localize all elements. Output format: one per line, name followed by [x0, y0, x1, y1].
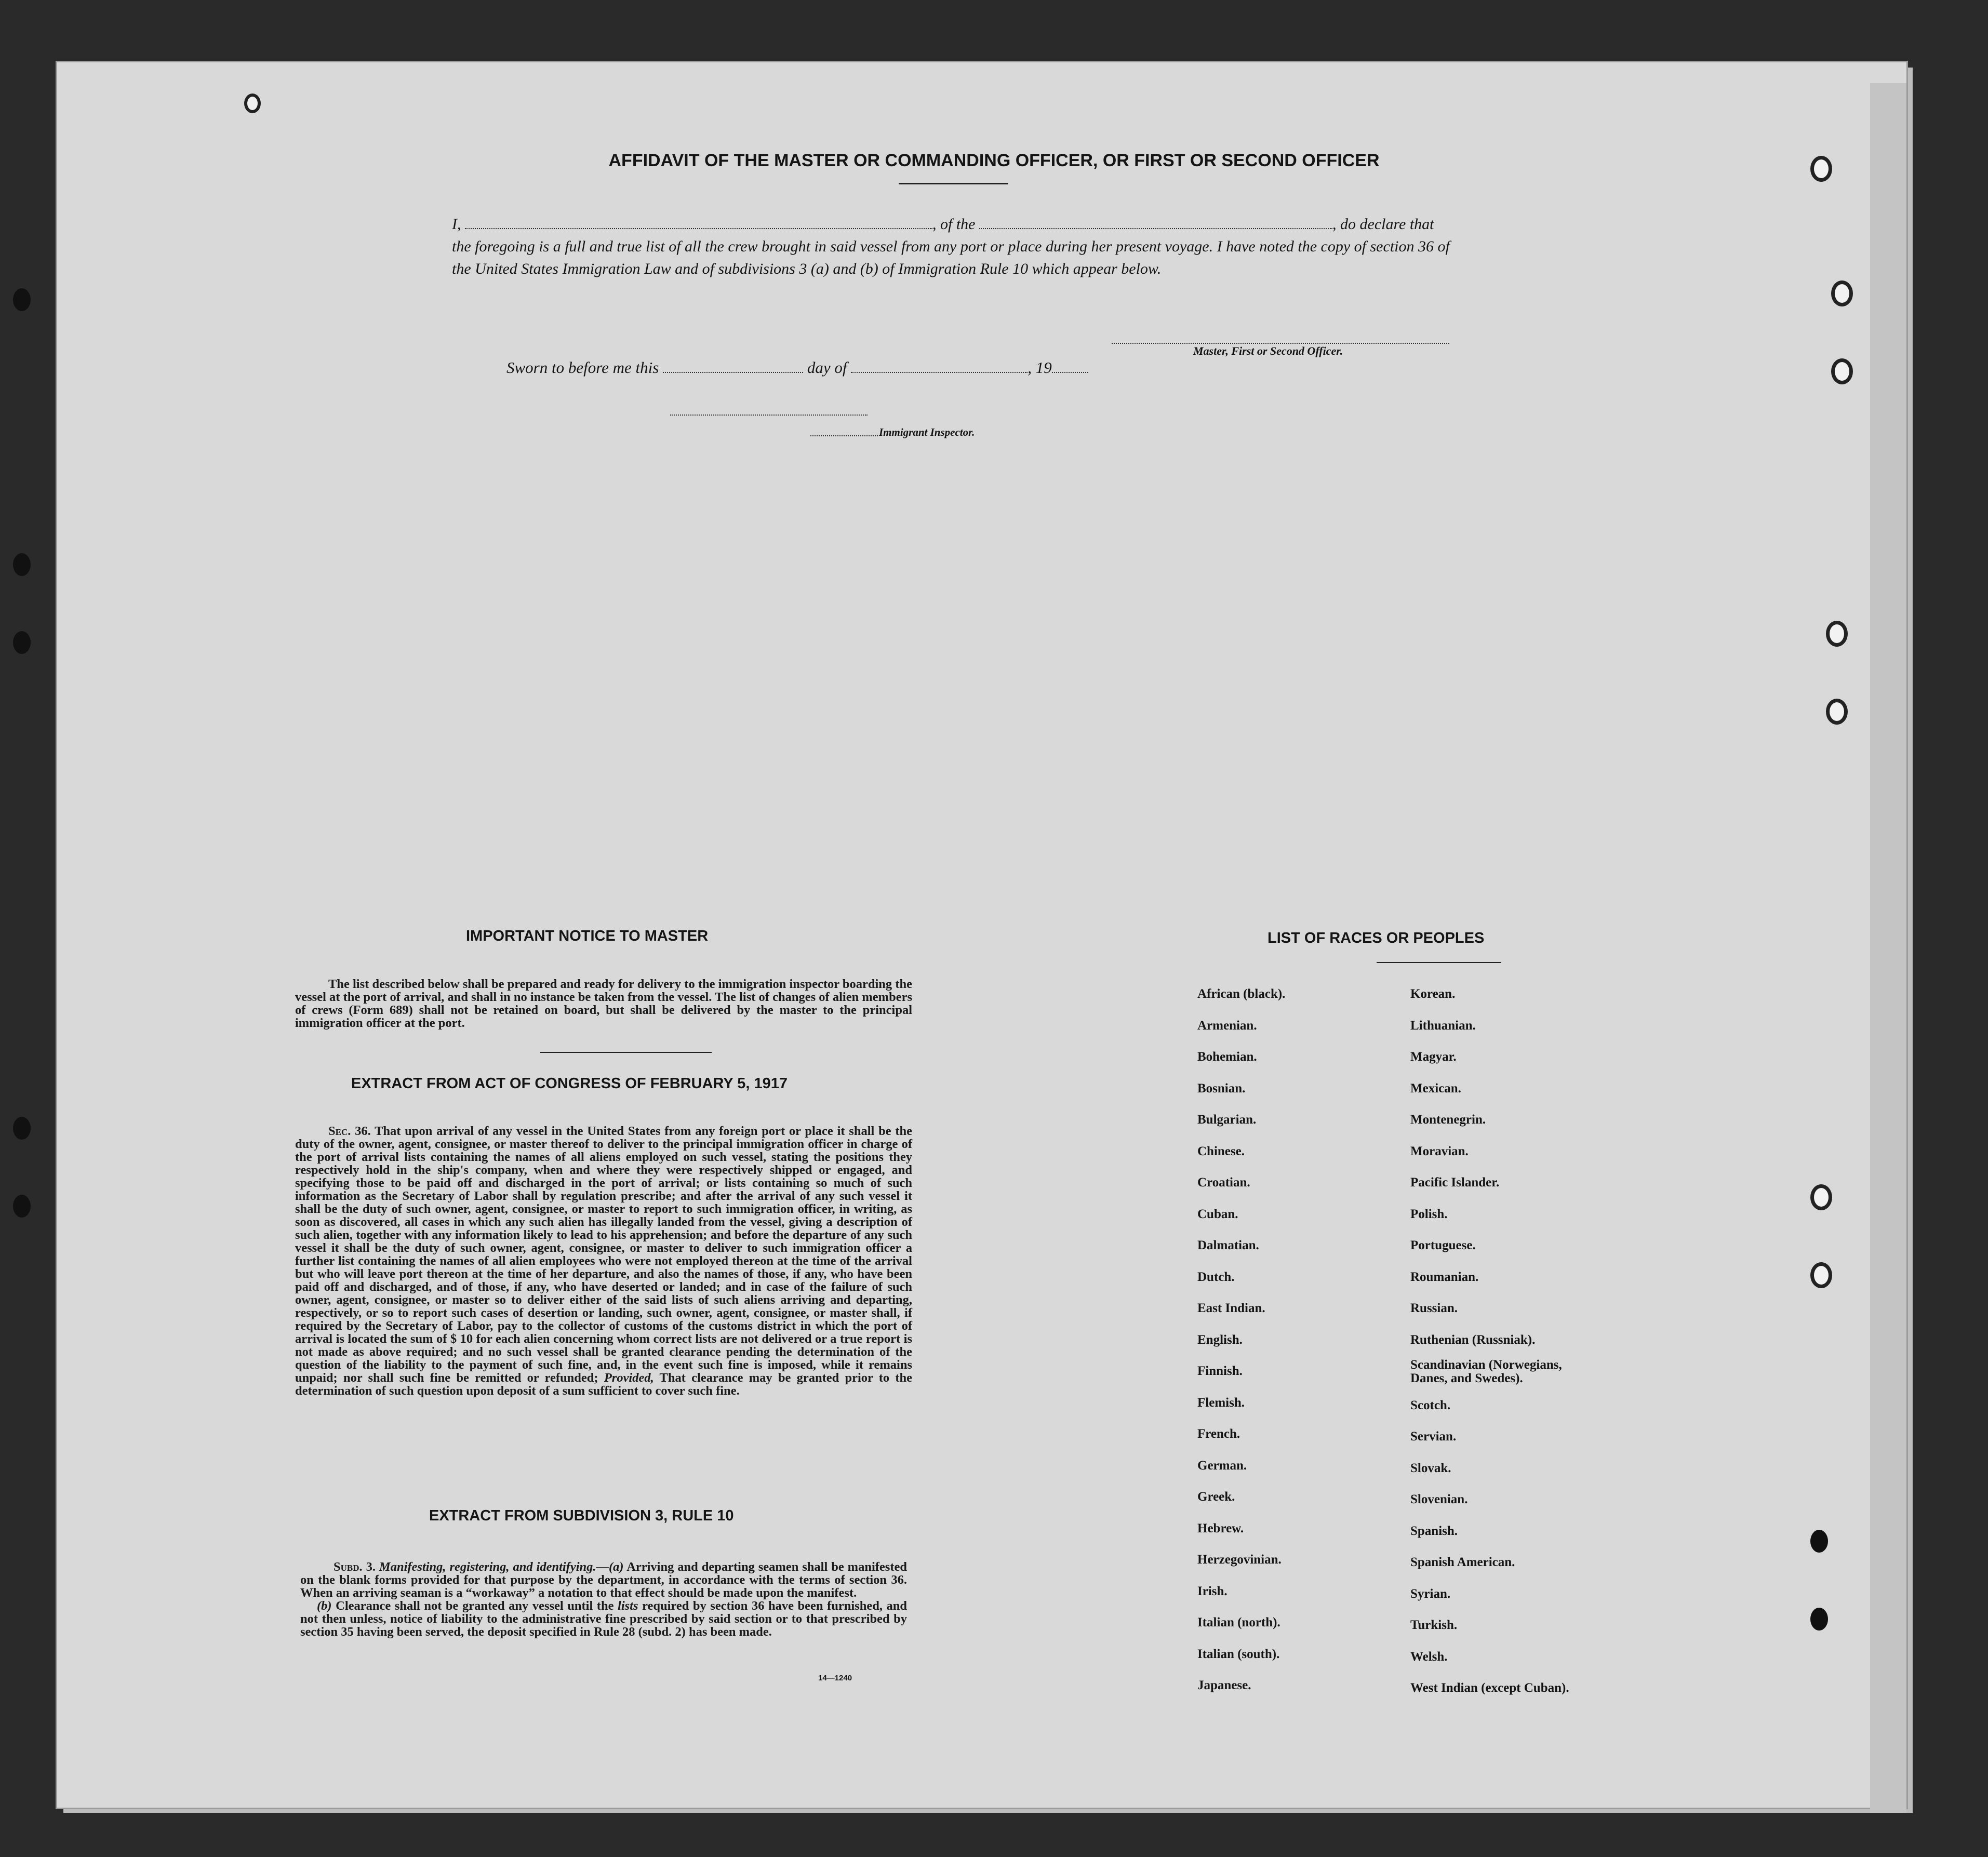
notice-text: The list described below shall be prepared and ready for delivery to the immigration inspector boarding the vessel at the port of arrival, and shall in no instance be taken from the vessel. The list of changes of alien members of crews (Form 689) shall not be retained on board, but shall be delivered by the master to the principal immigration officer at the port.: [295, 977, 912, 1030]
sworn-month-field[interactable]: [851, 358, 1028, 373]
race-item: German.: [1197, 1458, 1247, 1473]
inspector-label: Immigrant Inspector.: [879, 426, 975, 438]
race-item: East Indian.: [1197, 1301, 1265, 1315]
affidavit-title: AFFIDAVIT OF THE MASTER OR COMMANDING OFFICER, OR FIRST OR SECOND OFFICER: [608, 151, 1380, 170]
inspector-signature-field[interactable]: [670, 406, 868, 416]
race-item: Montenegrin.: [1410, 1113, 1486, 1127]
vessel-name-field[interactable]: [979, 215, 1332, 229]
race-item: Bulgarian.: [1197, 1113, 1257, 1127]
binder-hole-icon: [13, 1117, 31, 1140]
signature-label: Master, First or Second Officer.: [1193, 344, 1343, 357]
race-item: Dalmatian.: [1197, 1238, 1259, 1252]
race-item: Scandinavian (Norwegians, Danes, and Swedes).: [1410, 1358, 1562, 1385]
binder-hole-icon: [1810, 1530, 1828, 1553]
race-item: Welsh.: [1410, 1649, 1448, 1664]
race-item: Finnish.: [1197, 1364, 1243, 1378]
race-item: Slovak.: [1410, 1461, 1451, 1475]
race-item: Spanish American.: [1410, 1555, 1515, 1569]
race-item: Turkish.: [1410, 1618, 1458, 1632]
sworn-day-field[interactable]: [663, 358, 803, 373]
race-item: Russian.: [1410, 1301, 1458, 1315]
race-item: Armenian.: [1197, 1018, 1257, 1033]
race-item: Chinese.: [1197, 1144, 1245, 1158]
notice-title: IMPORTANT NOTICE TO MASTER: [466, 928, 709, 944]
race-item: West Indian (except Cuban).: [1410, 1681, 1569, 1695]
race-item: Cuban.: [1197, 1207, 1238, 1221]
race-item: Pacific Islander.: [1410, 1175, 1500, 1190]
race-item: Croatian.: [1197, 1175, 1250, 1190]
binder-hole-icon: [1831, 280, 1853, 306]
binder-hole-icon: [1831, 358, 1853, 384]
act-extract-title: EXTRACT FROM ACT OF CONGRESS OF FEBRUARY 5, 1917: [351, 1075, 788, 1092]
binder-hole-icon: [13, 288, 31, 311]
of-the-label: , of the: [932, 216, 976, 233]
races-column-1: [1197, 979, 1285, 1702]
subd-b-label: (b): [317, 1599, 332, 1613]
sec-label: Sec. 36.: [328, 1124, 371, 1138]
page-edge: [1870, 83, 1906, 1813]
inspector-signature-field[interactable]: [810, 427, 878, 436]
sworn-line: [506, 358, 1088, 377]
race-item: French.: [1197, 1427, 1240, 1441]
binder-hole-icon: [1826, 699, 1848, 725]
binder-hole-icon: [1810, 1608, 1828, 1631]
i-label: I,: [452, 216, 461, 233]
binder-hole-icon: [13, 1195, 31, 1218]
race-item: Herzegovinian.: [1197, 1553, 1282, 1567]
provided-label: Provided,: [604, 1371, 654, 1385]
race-item: Japanese.: [1197, 1678, 1251, 1692]
race-item: Portuguese.: [1410, 1238, 1476, 1252]
race-item: Bohemian.: [1197, 1050, 1257, 1064]
race-item: Syrian.: [1410, 1586, 1451, 1601]
binder-hole-icon: [13, 553, 31, 576]
rule-extract-title: EXTRACT FROM SUBDIVISION 3, RULE 10: [429, 1507, 734, 1524]
master-signature-field[interactable]: [1112, 332, 1449, 344]
rule-extract-text: Subd. 3. Manifesting, registering, and identifying.—(a) Arriving and departing seamen shall be manifested on the blank forms provided for that purpose by the department, in accordance with the terms of section 36. When an arriving seaman is a “workaway” a notation to that effect should be made upon the manifest. (b) Clearance shall not be granted any vessel until the lists required by section 36 have been furnished, and not then unless, notice of liability to the administrative fine prescribed by said section or to that prescribed by section 35 having been served, the deposit specified in Rule 28 (subd. 2) has been made.: [300, 1560, 908, 1639]
officer-name-field[interactable]: [465, 215, 932, 229]
binder-hole-icon: [1810, 1184, 1832, 1210]
year-label: , 19: [1028, 358, 1052, 377]
race-item: Korean.: [1410, 987, 1456, 1001]
subd-heading: Manifesting, registering, and identifying.—(a): [379, 1560, 624, 1574]
race-item: Ruthenian (Russniak).: [1410, 1332, 1536, 1347]
race-item: African (black).: [1197, 987, 1286, 1001]
day-of-label: day of: [807, 358, 847, 377]
declare-label: , do declare: [1332, 216, 1406, 233]
race-item: Magyar.: [1410, 1050, 1457, 1064]
race-item: Scotch.: [1410, 1398, 1451, 1412]
race-item: Servian.: [1410, 1430, 1457, 1444]
sworn-label: Sworn to before me this: [506, 358, 659, 377]
sworn-year-field[interactable]: [1052, 358, 1088, 373]
binder-hole-icon: [1810, 1262, 1832, 1288]
race-item: English.: [1197, 1332, 1243, 1347]
act-extract-text: Sec. 36. That upon arrival of any vessel in the United States from any foreign port or place it shall be the duty of the owner, agent, consignee, or master thereof to deliver to the principal immigration officer in charge of the port of arrival lists containing the names of all aliens employed on such vessel, stating the positions they respectively hold in the ship's company, when and where they were respectively shipped or engaged, and specifying those to be paid off and discharged in the port of arrival; or lists containing so much of such information as the Secretary of Labor shall by regulation prescribe; and after the arrival of any such vessel it shall be the duty of such owner, agent, consignee, or master to report to such immigration officer, in writing, as soon as discovered, all cases in which any such alien has illegally landed from the vessel, giving a description of such alien, together with any information likely to lead to his apprehension; and before the departure of any such vessel it shall be the duty of such owner, agent, consignee, or master to deliver to such immigration officer a further list containing the names of all alien employees who were not employed thereon at the time of the arrival but who will leave port thereon at the time of her departure, and also the names of those, if any, who have been paid off and discharged, and of those, if any, who have deserted or landed; and in case of the failure of such owner, agent, consignee, or master so to deliver either of the said lists of such aliens arriving and departing, respectively, or so to report such cases of desertion or landing, such owner, agent, consignee, or master shall, if required by the Secretary of Labor, pay to the collector of customs of the customs district in which the port of arrival is located the sum of $ 10 for each alien concerning whom correct lists are not delivered or a true report is not made as above required; and no such vessel shall be granted clearance pending the determination of the question of the liability to the payment of such fine, and, in the event such fine is imposed, while it remains unpaid; nor shall such fine be remitted or refunded; Provided, That clearance may be granted prior to the determination of such question upon deposit of a sum sufficient to cover such fine.: [295, 1124, 912, 1398]
race-item: Irish.: [1197, 1584, 1228, 1598]
race-item: Moravian.: [1410, 1144, 1469, 1158]
race-item: Hebrew.: [1197, 1521, 1244, 1535]
form-number: 14—1240: [818, 1674, 852, 1682]
race-item: Greek.: [1197, 1490, 1235, 1504]
binder-hole-icon: [1826, 621, 1848, 647]
form-page: [57, 62, 1906, 1808]
race-item: Italian (north).: [1197, 1615, 1280, 1629]
binder-hole-icon: [244, 93, 261, 113]
race-item: Roumanian.: [1410, 1270, 1479, 1284]
race-item: Flemish.: [1197, 1395, 1245, 1410]
race-item: Dutch.: [1197, 1270, 1235, 1284]
subd-label: Subd. 3.: [333, 1560, 376, 1574]
affidavit-body: that the foregoing is a full and true list of all the crew brought in said vessel from any port or place during her present voyage. I have noted the copy of section 36 of the United States Immigration Law and of subdivisions 3 (a) and (b) of Immigration Rule 10 which appear below.: [452, 216, 1450, 277]
race-item: Bosnian.: [1197, 1081, 1246, 1096]
races-title: LIST OF RACES OR PEOPLES: [1267, 930, 1485, 946]
affidavit-text: [452, 213, 1455, 280]
race-item: Italian (south).: [1197, 1647, 1280, 1661]
section-divider: [540, 1052, 712, 1053]
title-divider: [899, 183, 1008, 184]
races-divider: [1377, 962, 1501, 963]
race-item: Slovenian.: [1410, 1492, 1468, 1506]
race-item: Mexican.: [1410, 1081, 1461, 1096]
race-item: Spanish.: [1410, 1524, 1458, 1538]
races-column-2: [1410, 979, 1597, 1704]
binder-hole-icon: [13, 631, 31, 654]
race-item: Polish.: [1410, 1207, 1448, 1221]
race-item: Lithuanian.: [1410, 1018, 1476, 1033]
